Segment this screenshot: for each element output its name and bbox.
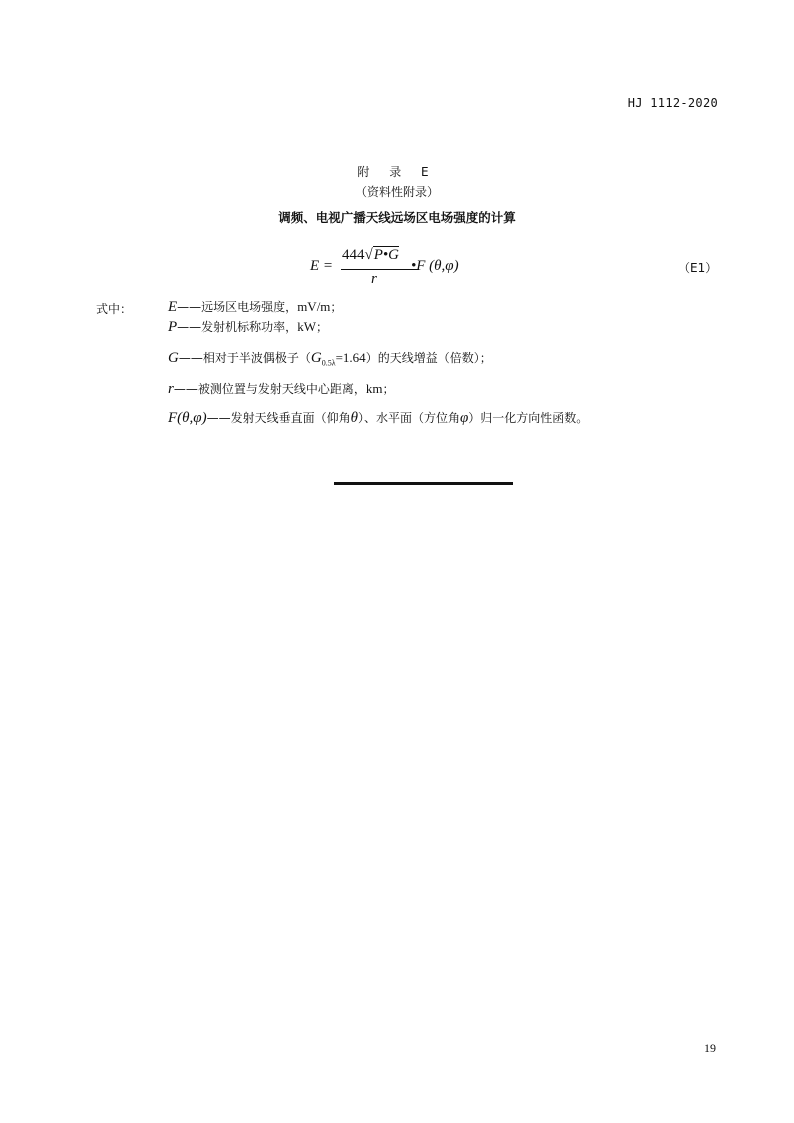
tail: ；	[315, 320, 328, 334]
formula-rhs: •F (θ,φ)	[411, 258, 459, 274]
definition-text: 发射天线垂直面（仰角	[230, 411, 351, 425]
symbol: P	[168, 319, 178, 335]
definition-r	[168, 380, 395, 398]
sqrt-sign: √	[364, 247, 373, 263]
unit: mV/m	[297, 299, 331, 314]
formula-coefficient: 444	[342, 247, 365, 263]
dash: ——	[177, 320, 202, 334]
formula-e1	[310, 244, 480, 290]
page-number: 19	[704, 1041, 716, 1055]
definition-p	[168, 318, 328, 336]
where-label: 式中：	[96, 302, 133, 316]
definition-f	[168, 409, 588, 427]
definition-text: 发射机标称功率，	[201, 320, 298, 334]
annex-subtitle: （资料性附录）	[354, 185, 439, 199]
dash: ——	[178, 351, 203, 365]
formula-lhs: E =	[310, 258, 334, 274]
tail: ；	[330, 300, 343, 314]
definition-text-2: ）、水平面（方位角	[357, 411, 460, 425]
definition-text: 远场区电场强度，	[201, 300, 298, 314]
annex-title-text: 附 录 E	[357, 165, 437, 179]
angle-theta: θ	[350, 410, 358, 426]
formula-denominator: r	[371, 271, 377, 287]
fraction-bar	[341, 269, 419, 270]
gain-value: =1.64	[335, 350, 366, 365]
subscript-index: 0.5λ	[321, 358, 336, 368]
dash: ——	[173, 382, 198, 396]
unit: kW	[297, 319, 316, 334]
symbol: F(θ,φ)	[168, 410, 207, 426]
symbol: r	[168, 381, 174, 397]
end-rule	[334, 482, 513, 485]
definition-text-2: ）的天线增益（倍数）；	[365, 351, 492, 365]
subscript-symbol: G	[310, 350, 322, 366]
annex-heading: 调频、电视广播天线远场区电场强度的计算	[278, 210, 516, 225]
angle-phi: φ	[459, 410, 469, 426]
equation-number: （E1）	[678, 261, 718, 275]
symbol: E	[168, 299, 178, 315]
dash: ——	[177, 300, 202, 314]
definition-g	[168, 349, 492, 367]
definition-text-3: ）归一化方向性函数。	[468, 411, 589, 425]
symbol: G	[168, 350, 179, 366]
definition-text: 相对于半波偶极子（	[202, 351, 311, 365]
dash: ——	[206, 411, 231, 425]
definition-text: 被测位置与发射天线中心距离，	[197, 382, 366, 396]
document-code-header: HJ 1112-2020	[627, 96, 718, 110]
tail: ；	[382, 382, 395, 396]
formula-numerator	[342, 247, 399, 264]
definition-e	[168, 298, 342, 316]
formula-sqrt-content: P•G	[373, 247, 399, 263]
annex-title	[0, 163, 794, 180]
unit: km	[365, 381, 383, 396]
